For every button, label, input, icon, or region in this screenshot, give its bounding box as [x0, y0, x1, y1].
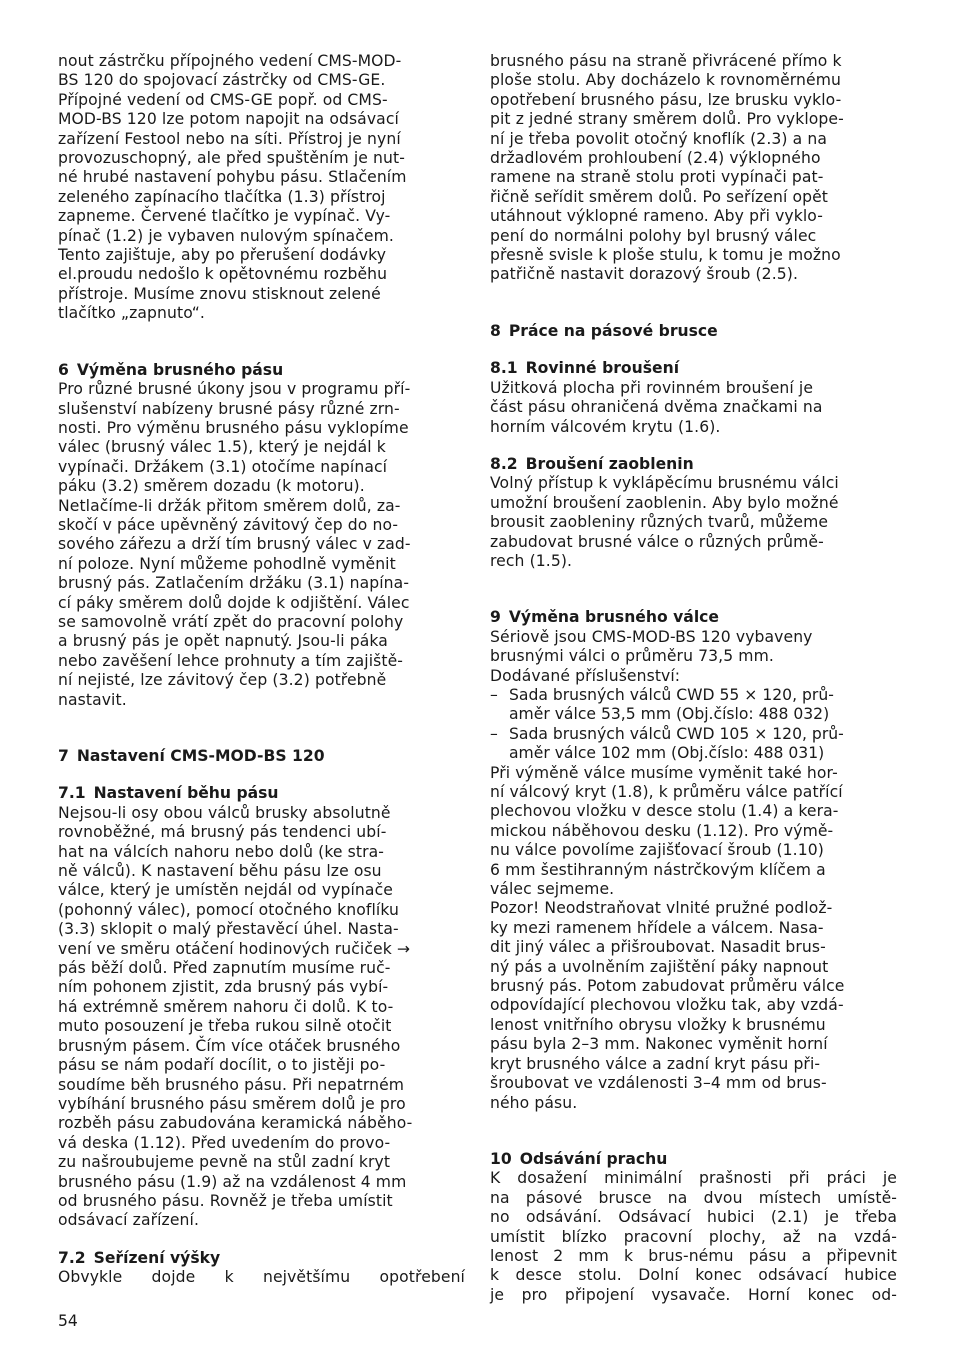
- section-title: Práce na pásové brusce: [508, 321, 718, 340]
- section-7-1-heading: [58, 784, 465, 803]
- section-number: 8: [490, 321, 501, 340]
- list-item: – Sada brusných válců CWD 105 × 120, prů- aměr válce 102 mm (Obj.číslo: 488 031): [490, 724, 844, 763]
- section-10-heading: [490, 1150, 897, 1169]
- section-title: Nastavení běhu pásu: [93, 784, 279, 803]
- section-6-text: Pro různé brusné úkony jsou v programu pří- slušenství nabízeny brusné pásy různé zrn- nosti. Pro výměnu brusného pásu vyklopíme válec (brusný válec 1.5), který je nejdál k vypínači. Držákem (3.1) otočíme napínací páku (3.2) směrem dozadu (k motoru). Netlačíme-li držák přitom směrem dolů, za- skočí v páce upěvněný závitový čep do no- sového zářezu a drží tím brusný válec v zad- ní poloze. Nyní můžeme pohodlně vyměnit brusný pás. Zatlačením držáku (3.1) napína- cí páky směrem dolů dojde k odjištění. Válec se samovolně vrátí zpět do pracovní polohy a brusný pás je opět napnutý. Jsou-li páka nebo zavěšení lehce prohnuty a tím zajiště- ní nejisté, lze závitový čep (3.2) potřebně nastavit.: [58, 380, 411, 709]
- left-column: [58, 52, 465, 1288]
- section-number: 8.1: [490, 359, 518, 378]
- section-number: 6: [58, 360, 69, 379]
- section-number: 7.1: [58, 784, 86, 803]
- intro-paragraph: nout zástrčku přípojného vedení CMS-MOD- BS 120 do spojovací zástrčky od CMS-GE. Přípojné vedení od CMS-GE popř. od CMS- MOD-BS 120 lze potom napojit na odsávací zařízení Festool nebo na síti. Přístroj je nyní provozuschopný, ale před spuštěním je nut- né hrubé nastavení pohybu pásu. Stlačením zeleného zapínacího tlačítka (1.3) přístroj zapneme. Červené tlačítko je vypínač. Vy- pínač (1.2) je vybaven nulovým spínačem. Tento zajištuje, aby po přerušení dodávky el.proudu nedošlo k opětovnému rozběhu přístroje. Musíme znovu stisknout zelené tlačítko „zapnuto“.: [58, 52, 407, 323]
- page-number: 54: [58, 1312, 78, 1330]
- section-title: Odsávání prachu: [519, 1149, 668, 1168]
- continued-paragraph: brusného pásu na straně přivrácené přímo k ploše stolu. Aby docházelo k rovnoměrnému opotřebení brusného pásu, lze brusku vyklo- pit z jedné strany směrem dolů. Pro vyklope- ní je třeba povolit otočný knoflík (2.3) a na držadlovém prohloubení (2.4) výklopného ramene na straně stolu proti vypínači pat- řičně seřídit směrem dolů. Po seřízení opět utáhnout výklopné rameno. Aby při vyklo- pení do normálni polohy byl brusný válec přesně svisle k ploše stulu, k tomu je možno patřičně nastavit dorazový šroub (2.5).: [490, 52, 844, 284]
- section-7-heading: [58, 747, 465, 766]
- section-title: Výměna brusného pásu: [76, 360, 284, 379]
- section-6-heading: [58, 361, 465, 380]
- list-item: – Sada brusných válců CWD 55 × 120, prů- aměr válce 53,5 mm (Obj.číslo: 488 032): [490, 685, 834, 724]
- section-9-text-2: Při výměně válce musíme vyměnit také hor- ní válcový kryt (1.8), k průměru válce patřící plechovou vložku v desce stolu (1.4) a kera- mickou náběhovou desku (1.12). Pro výmě- nu válce povolíme zajišťovací šroub (1.10) 6 mm šestihranným nástrčkovým klíčem a válec sejmeme. Pozor! Neodstraňovat vlnité pružné podlož- ky mezi ramenem hřídele a válcem. Nasa- dit jiný válec a přišroubovat. Nasadit brus- ný pás a uvolněním zajištění páky napnout brusný pás. Potom zabudovat průměru válce odpovídající plechovou vložku tak, aby vzdá- lenost vnitřního obrysu vložky k brusnému pásu byla 2–3 mm. Nakonec vyměnit horní kryt brusného válce a zadní kryt pásu při- šroubovat ve vzdálenosti 3–4 mm od brus- ného pásu.: [490, 763, 845, 1112]
- section-8-1-text: Užitková plocha při rovinném broušení je část pásu ohraničená dvěma značkami na horním válcovém krytu (1.6).: [490, 378, 823, 436]
- section-9-heading: [490, 608, 897, 627]
- list-item-text: Sada brusných válců CWD 55 × 120, prů- aměr válce 53,5 mm (Obj.číslo: 488 032): [509, 685, 834, 724]
- accessory-list: [490, 686, 897, 764]
- section-number: 9: [490, 608, 501, 627]
- right-column: [490, 52, 897, 1305]
- section-8-1-heading: [490, 359, 897, 378]
- list-item-text: Sada brusných válců CWD 105 × 120, prů- aměr válce 102 mm (Obj.číslo: 488 031): [509, 724, 844, 763]
- section-7-1-text: Nejsou-li osy obou válců brusky absolutně rovnoběžné, má brusný pás tendenci ubí- hat na válcích nahoru nebo dolů (ke stra- ně válců). K nastavení běhu pásu lze osu válce, který je umístěn nejdál od vypínače (pohonný válec), pomocí otočného knoflíku (3.3) sklopit o malý přestavěcí úhel. Nasta- vení ve směru otáčení hodinových ručiček → pás běží dolů. Před zapnutím musíme ruč- ním pohonem zjistit, zda brusný pás vybí- há extrémně směrem nahoru či dolů. K to- muto posouzení je třeba rukou silně otočit brusným pásem. Čím více otáček brusného pásu se nám podaří docílit, o to jistěji po- soudíme běh brusného pásu. Při nepatrném vybíhání brusného pásu směrem dolů je pro rozběh pásu zabudována keramická náběho- vá deska (1.12). Před uvedením do provo- zu našroubujeme pevně na stůl zadní kryt brusného pásu (1.9) až na vzdálenost 4 mm od brusného pásu. Rovněž je třeba umístit odsávací zařízení.: [58, 803, 413, 1230]
- section-number: 7: [58, 747, 69, 765]
- section-number: 8.2: [490, 454, 518, 473]
- section-number: 7.2: [58, 1248, 86, 1267]
- section-8-heading: [490, 322, 897, 341]
- section-7-2-heading: [58, 1249, 465, 1268]
- section-title: Nastavení CMS-MOD-BS 120: [76, 747, 325, 765]
- section-9-text: Sériově jsou CMS-MOD-BS 120 vybaveny brusnými válci o průměru 73,5 mm. Dodávané příslušenství:: [490, 627, 813, 685]
- section-8-2-text: Volný přístup k vyklápěcímu brusnému válci umožní broušení zaoblenin. Aby bylo možné brousit zaobleniny různých tvarů, můžeme zabudovat brusné válce o různých průmě- rech (1.5).: [490, 474, 839, 570]
- section-10-text: K dosažení minimální prašnosti při práci je na pásové brusce na dvou místech umístě- no odsávání. Odsávací hubici (2.1) je třeba umístit blízko pracovní plochy, až na vzdá- lenost 2 mm k brus-nému pásu a připevnit k desce stolu. Dolní konec odsávací hubice je pro připojení vysavače. Horní konec od-: [490, 1169, 897, 1304]
- section-number: 10: [490, 1149, 512, 1168]
- section-title: Rovinné broušení: [525, 359, 680, 378]
- section-8-2-heading: [490, 455, 897, 474]
- section-title: Seřízení výšky: [93, 1248, 221, 1267]
- section-7-2-text: Obvykle dojde k největšímu opotřebení: [58, 1268, 465, 1287]
- section-title: Výměna brusného válce: [508, 608, 719, 627]
- section-title: Broušení zaoblenin: [525, 454, 694, 473]
